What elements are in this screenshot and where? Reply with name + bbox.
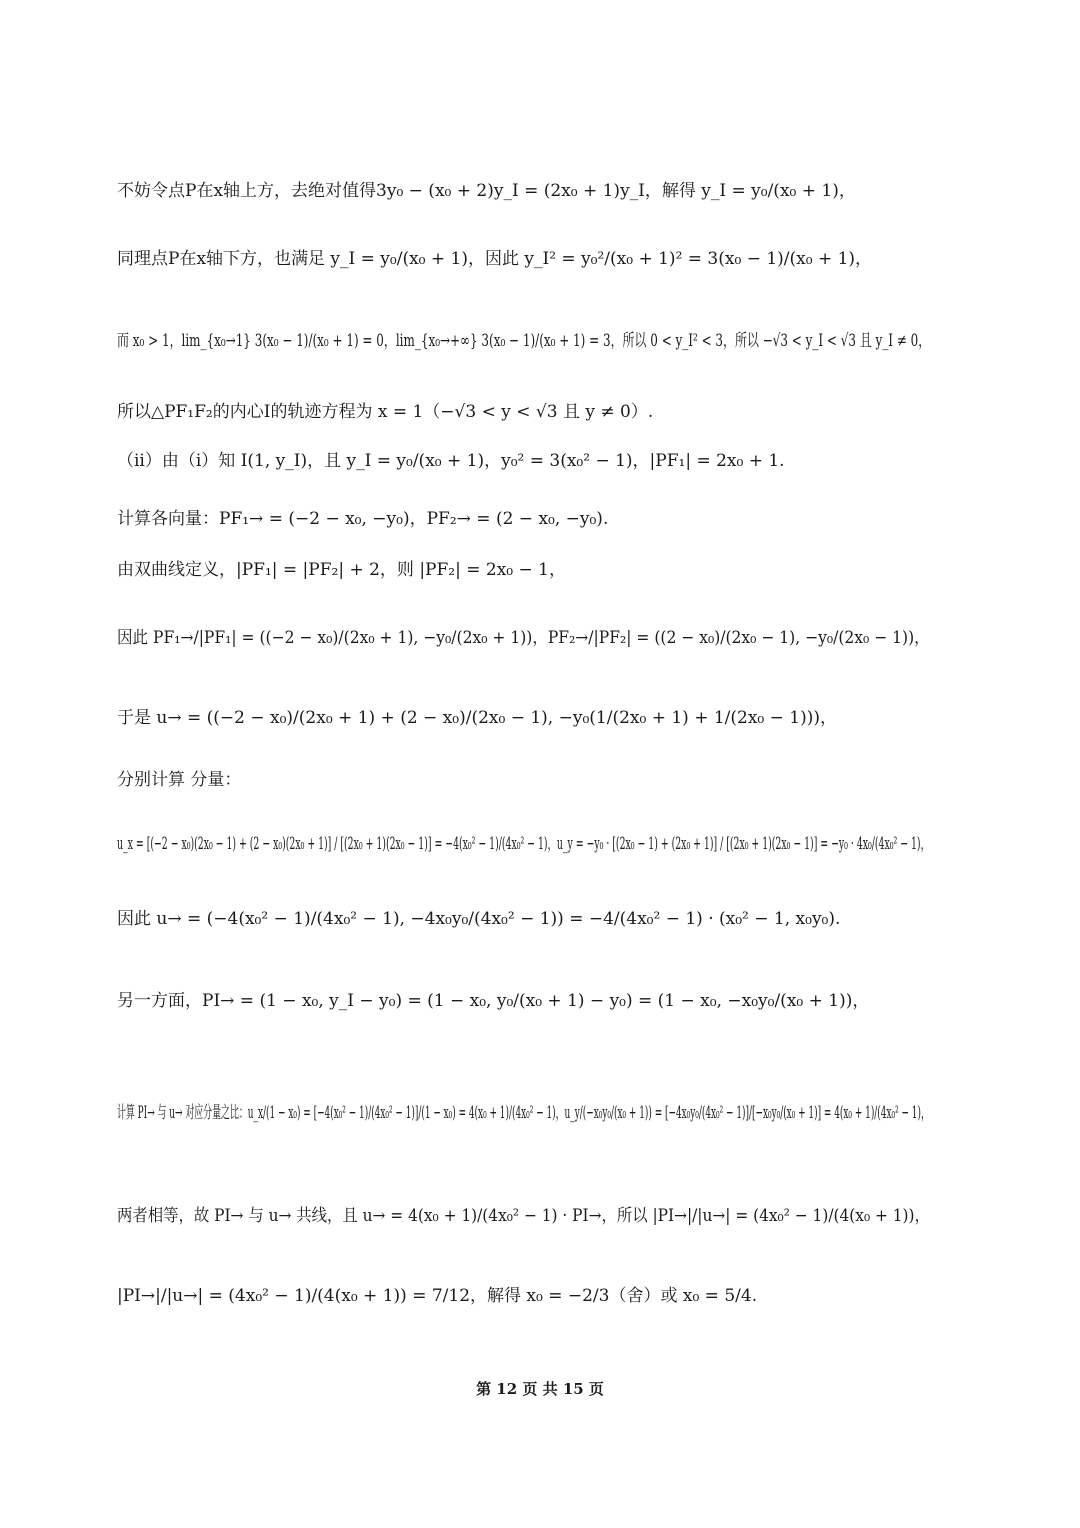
text-line [117, 765, 930, 795]
line-text: 另一方面，PI→ = (1 − x₀, y_I − y₀) = (1 − x₀, y₀/(x₀ + 1) − y₀) = (1 − x₀, −x₀y₀/(x₀ + 1))， [117, 991, 870, 1011]
text-line [117, 1281, 930, 1311]
text-line [117, 623, 930, 653]
line-text: 于是 u→ = ((−2 − x₀)/(2x₀ + 1) + (2 − x₀)/(2x₀ − 1), −y₀(1/(2x₀ + 1) + 1/(2x₀ − 1)))， [117, 708, 838, 728]
text-line [117, 326, 930, 356]
line-text: 分别计算 分量： [117, 770, 242, 790]
line-text: 因此 PF₁→/|PF₁| = ((−2 − x₀)/(2x₀ + 1), −y₀/(2x₀ + 1))，PF₂→/|PF₂| = ((2 − x₀)/(2x₀ − 1), −y₀/(2x₀ − 1))， [117, 628, 930, 648]
line-text: |PI→|/|u→| = (4x₀² − 1)/(4(x₀ + 1)) = 7/12，解得 x₀ = −2/3（舍）或 x₀ = 5/4. [117, 1286, 758, 1306]
line-text: 计算各向量：PF₁→ = (−2 − x₀, −y₀)，PF₂→ = (2 − x₀, −y₀). [117, 509, 609, 529]
page-footer: 第 12 页 共 15 页 [476, 1380, 604, 1398]
text-line [117, 504, 930, 534]
text-line [117, 176, 930, 206]
text-line [117, 1098, 930, 1128]
text-line [117, 555, 930, 585]
line-text: 由双曲线定义，|PF₁| = |PF₂| + 2，则 |PF₂| = 2x₀ − 1， [117, 560, 566, 580]
text-line [117, 703, 930, 733]
line-text: 而 x₀ > 1，lim_{x₀→1} 3(x₀ − 1)/(x₀ + 1) = 0，lim_{x₀→+∞} 3(x₀ − 1)/(x₀ + 1) = 3，所以 0 < y_I² < 3，所以 −√3 < y_I < √3 且 y_I ≠ 0， [117, 331, 931, 351]
text-line [117, 397, 930, 427]
text-line [117, 1201, 930, 1231]
line-text: u_x = [(−2 − x₀)(2x₀ − 1) + (2 − x₀)(2x₀ + 1)] / [(2x₀ + 1)(2x₀ − 1)] = −4(x₀² − 1)/(4x₀² − 1)，u_y = −y₀ · [(2x₀ − 1) + (2x₀ + 1)] / [(2x₀ + 1)(2x₀ − 1)] = −y₀ · 4x₀/(4x₀² − 1)， [117, 834, 930, 854]
text-line [117, 244, 930, 274]
line-text: 所以△PF₁F₂的内心I的轨迹方程为 x = 1（−√3 < y < √3 且 y ≠ 0）. [117, 402, 654, 422]
line-text: 计算 PI→ 与 u→ 对应分量之比：u_x/(1 − x₀) = [−4(x₀² − 1)/(4x₀² − 1)]/(1 − x₀) = 4(x₀ + 1)/(4x₀² − 1)，u_y/(−x₀y₀/(x₀ + 1)) = [−4x₀y₀/(4x₀² − 1)]/[−x₀y₀/(x₀ + 1)] = 4(x₀ + 1)/(4x₀² − 1)， [117, 1103, 930, 1123]
text-line [117, 986, 930, 1016]
line-text: 因此 u→ = (−4(x₀² − 1)/(4x₀² − 1), −4x₀y₀/(4x₀² − 1)) = −4/(4x₀² − 1) · (x₀² − 1, x₀y₀). [117, 909, 841, 929]
line-text: 不妨令点P在x轴上方，去绝对值得3y₀ − (x₀ + 2)y_I = (2x₀ + 1)y_I，解得 y_I = y₀/(x₀ + 1)， [117, 181, 856, 201]
text-line [117, 904, 930, 934]
line-text: 两者相等，故 PI→ 与 u→ 共线，且 u→ = 4(x₀ + 1)/(4x₀² − 1) · PI→，所以 |PI→|/|u→| = (4x₀² − 1)/(4(x₀ + 1))， [117, 1206, 930, 1226]
text-line [117, 829, 930, 859]
line-text: 同理点P在x轴下方，也满足 y_I = y₀/(x₀ + 1)，因此 y_I² = y₀²/(x₀ + 1)² = 3(x₀ − 1)/(x₀ + 1)， [117, 249, 873, 269]
text-line [117, 446, 930, 476]
line-text: （ii）由（i）知 I(1, y_I)，且 y_I = y₀/(x₀ + 1)，y₀² = 3(x₀² − 1)，|PF₁| = 2x₀ + 1. [117, 451, 785, 471]
